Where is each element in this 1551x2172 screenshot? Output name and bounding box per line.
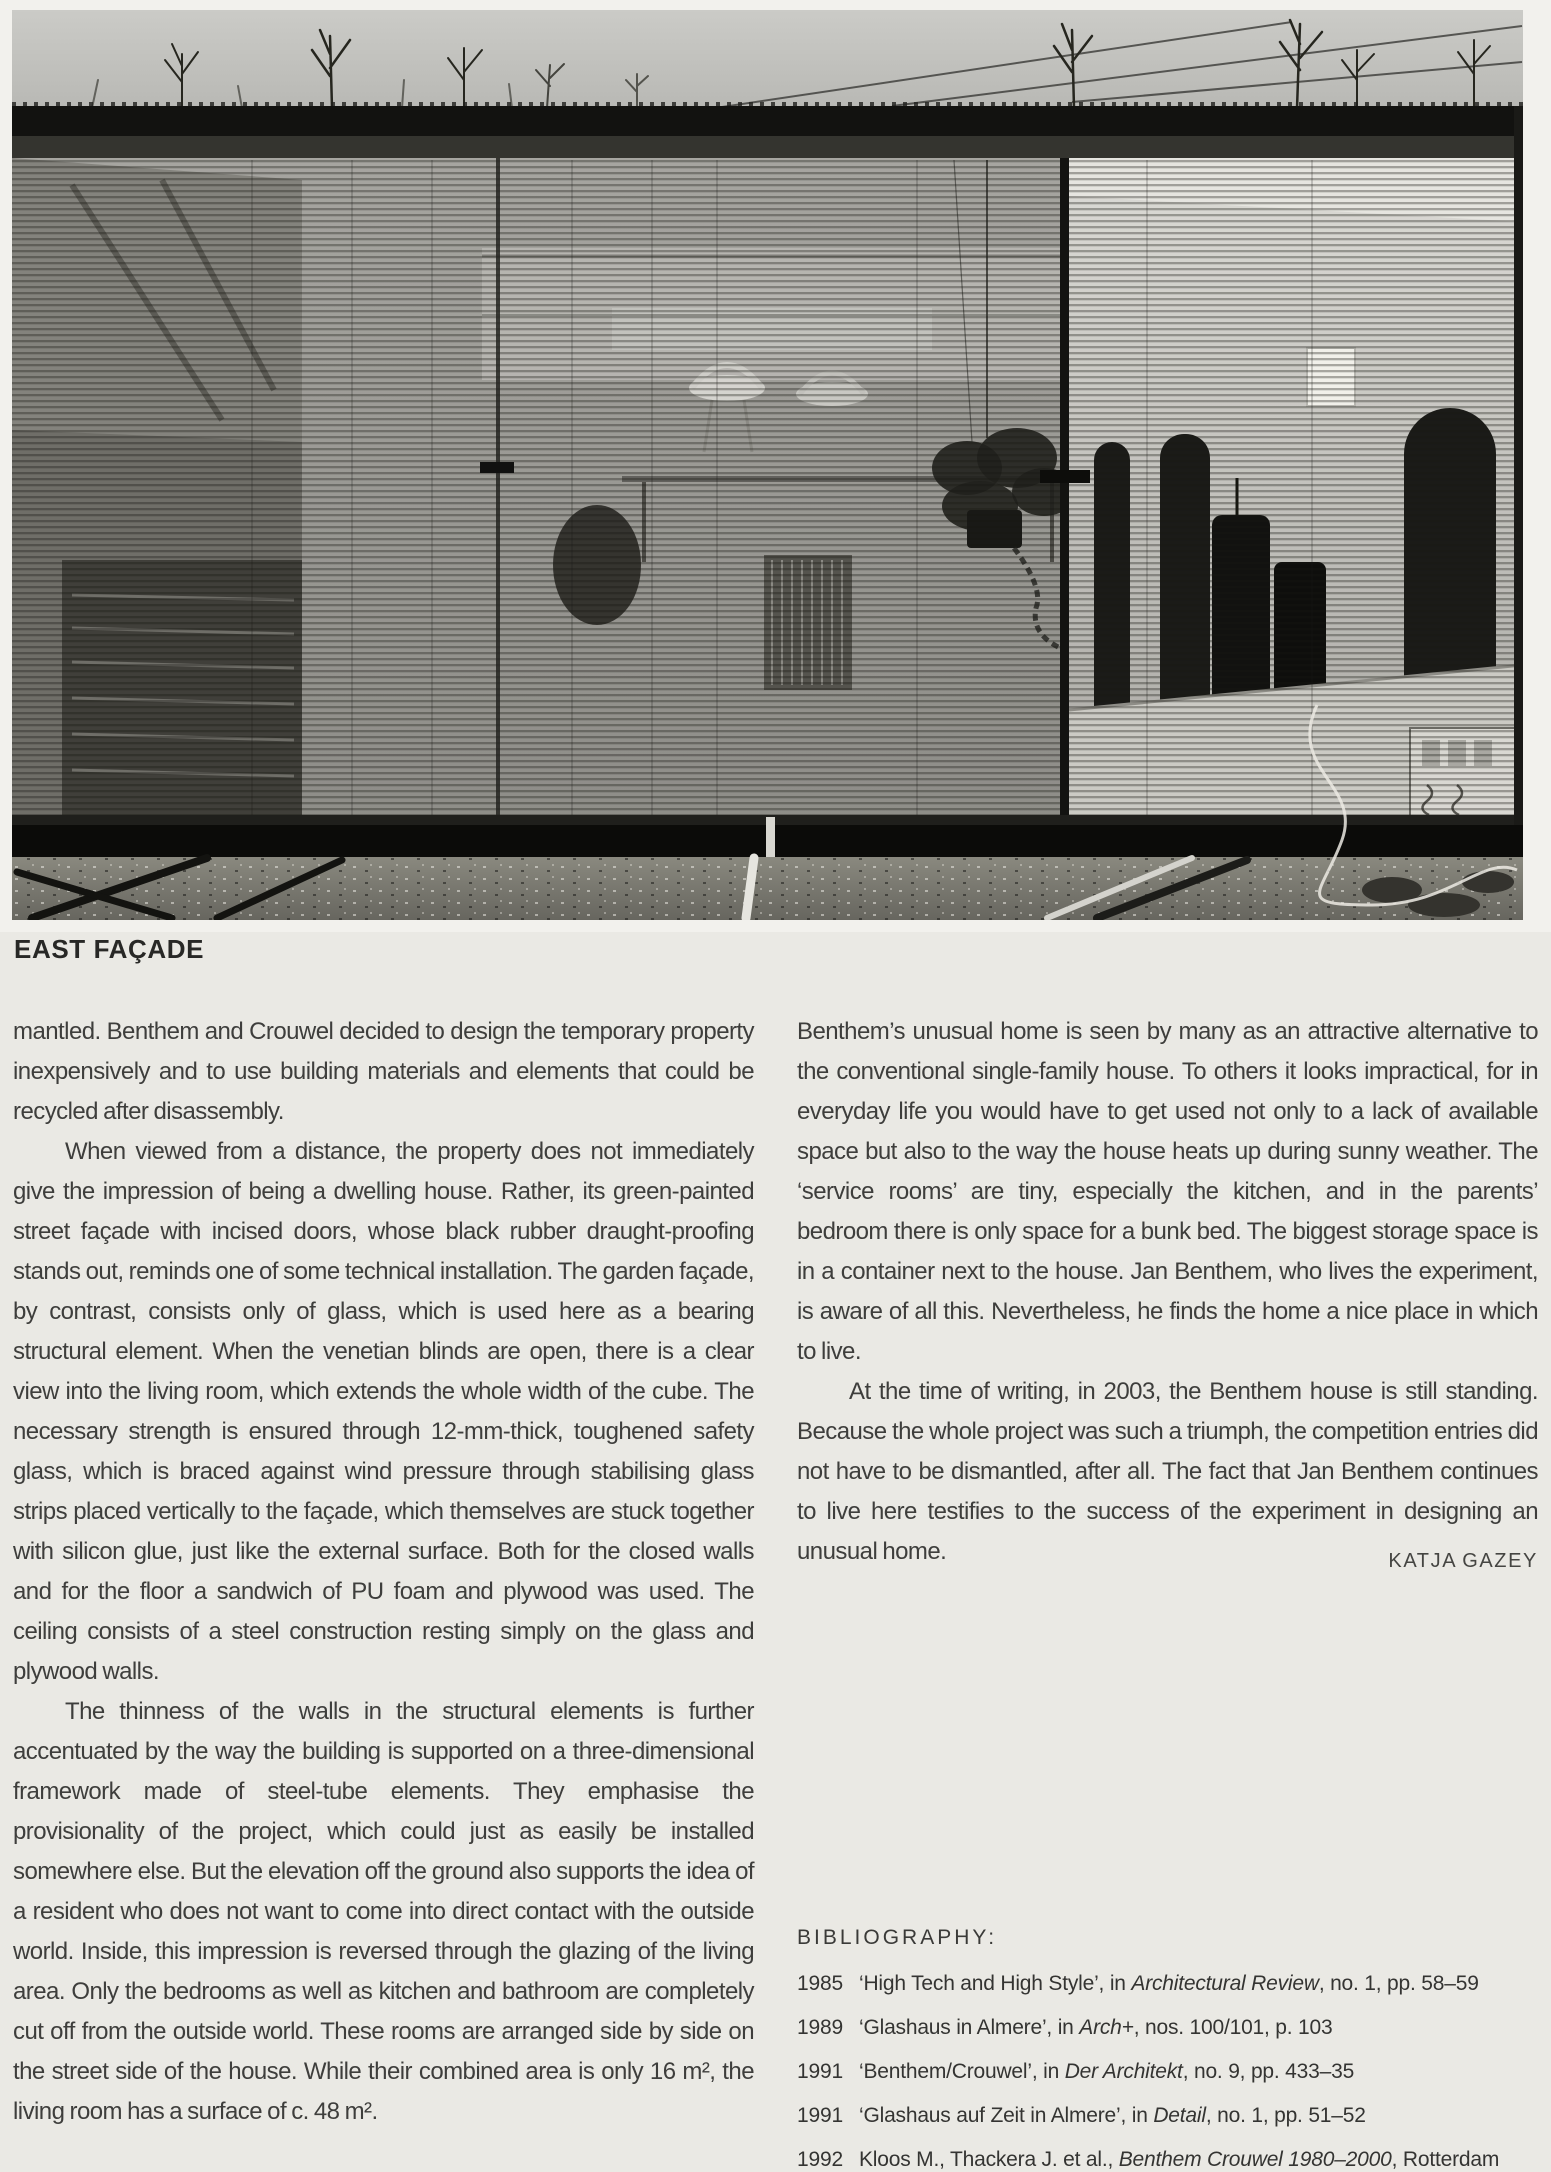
bibliography-text <box>859 2094 1538 2138</box>
bib-source: Detail <box>1153 2104 1206 2127</box>
bibliography-year: 1989 <box>797 2016 843 2039</box>
bibliography-year: 1985 <box>797 1972 843 1995</box>
east-facade-photo <box>12 10 1523 920</box>
right-column <box>797 1012 1538 1581</box>
bibliography-year: 1991 <box>797 2060 843 2083</box>
bibliography-entry <box>797 1962 1538 2006</box>
bib-post: , no. 1, pp. 51–52 <box>1205 2104 1366 2127</box>
bibliography-text <box>859 2138 1538 2172</box>
bibliography-entry <box>797 2050 1538 2094</box>
photo-right-edge <box>1514 106 1523 825</box>
bibliography-text <box>859 2006 1538 2050</box>
body-paragraph <box>797 1372 1538 1572</box>
body-paragraph: Benthem’s unusual home is seen by many as an attractive alternative to the conventional single-family house. To others it looks impractical, for in everyday life you would have to get used not only to a lack of available space but also to the way the house heats up during sunny weather. The ‘service rooms’ are tiny, especially the kitchen, and in the parents’ bedroom there is only space for a bunk bed. The biggest storage space is in a container next to the house. Jan Benthem, who lives the experiment, is aware of all this. Nevertheless, he finds the home a nice place in which to live. <box>797 1018 1538 1365</box>
photo-caption: EAST FAÇADE <box>14 934 205 964</box>
bibliography-entry <box>797 2138 1538 2172</box>
bib-post: , nos. 100/101, p. 103 <box>1133 2016 1333 2039</box>
bibliography-year: 1992 <box>797 2148 843 2171</box>
body-paragraph: When viewed from a distance, the property does not immediately give the impression of being a dwelling house. Rather, its green-painted street façade with incised doors, whose black rubber draught-proofing stands out, reminds one of some technical installation. The garden façade, by contrast, consists only of glass, which is used here as a bearing structural element. When the venetian blinds are open, there is a clear view into the living room, which extends the whole width of the cube. The necessary strength is ensured through 12-mm-thick, toughened safety glass, which is braced against wind pressure through stabilising glass strips placed vertically to the façade, which themselves are stuck together with silicon glue, just like the external surface. Both for the closed walls and for the floor a sandwich of PU foam and plywood was used. The ceiling consists of a steel construction resting simply on the glass and plywood walls. <box>13 1138 754 1685</box>
bib-pre: Kloos M., Thackera J. et al., <box>859 2148 1119 2171</box>
floor-edge <box>12 815 1523 857</box>
bib-pre: ‘Glashaus in Almere’, in <box>859 2016 1080 2039</box>
bibliography-text <box>859 1962 1538 2006</box>
bib-source: Architectural Review <box>1131 1972 1319 1995</box>
author-credit: KATJA GAZEY <box>1388 1550 1538 1572</box>
left-column <box>13 1012 754 2132</box>
bibliography-text <box>859 2050 1538 2094</box>
bib-source: Benthem Crouwel 1980–2000 <box>1118 2148 1392 2171</box>
bibliography-entry <box>797 2094 1538 2138</box>
venetian-blinds <box>12 158 1523 825</box>
bibliography-label: BIBLIOGRAPHY: <box>797 1926 998 1949</box>
bibliography <box>797 1926 1538 2172</box>
bib-pre: ‘High Tech and High Style’, in <box>859 1972 1132 1995</box>
paragraph-text: At the time of writing, in 2003, the Benthem house is still standing. Because the whole project was such a triumph, the competition entries did not have to be dismantled, after all. The fact that Jan Benthem continues to live here testifies to the success of the experiment in designing an unusual home. <box>797 1378 1538 1565</box>
bib-post: , no. 9, pp. 433–35 <box>1182 2060 1355 2083</box>
bib-pre: ‘Glashaus auf Zeit in Almere’, in <box>859 2104 1154 2127</box>
body-paragraph: mantled. Benthem and Crouwel decided to design the temporary property inexpensively and to use building materials and elements that could be recycled after disassembly. <box>13 1018 754 1125</box>
bib-source: Arch+ <box>1079 2016 1134 2039</box>
bibliography-entry <box>797 2006 1538 2050</box>
bib-post: , no. 1, pp. 58–59 <box>1318 1972 1479 1995</box>
bib-pre: ‘Benthem/Crouwel’, in <box>859 2060 1065 2083</box>
bib-post: , Rotterdam <box>1391 2148 1500 2171</box>
bibliography-year: 1991 <box>797 2104 843 2127</box>
body-paragraph: The thinness of the walls in the structural elements is further accentuated by the way the building is supported on a three-dimensional framework made of steel-tube elements. They emphasise the provisionality of the project, which could just as easily be installed somewhere else. But the elevation off the ground also supports the idea of a resident who does not want to come into direct contact with the outside world. Inside, this impression is reversed through the glazing of the living area. Only the bedrooms as well as kitchen and bathroom are completely cut off from the outside world. These rooms are arranged side by side on the street side of the house. While their combined area is only 16 m², the living room has a surface of c. 48 m². <box>13 1698 754 2125</box>
bib-source: Der Architekt <box>1064 2060 1183 2083</box>
